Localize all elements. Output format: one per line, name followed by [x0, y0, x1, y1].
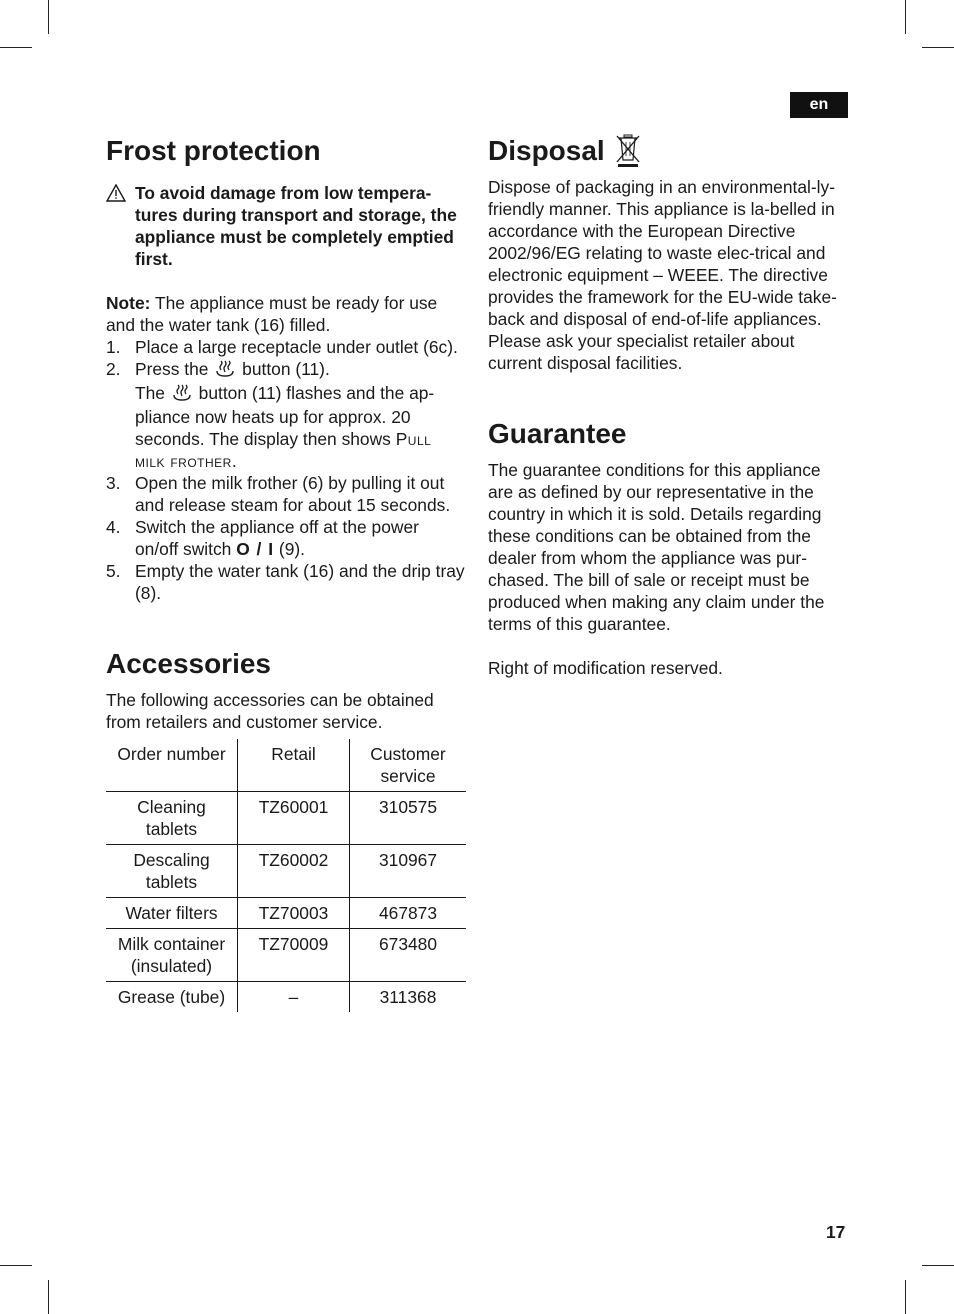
crop-mark [48, 0, 49, 34]
warning-triangle-icon [106, 182, 135, 270]
guarantee-heading: Guarantee [488, 418, 627, 449]
table-row [106, 845, 466, 898]
step-number: 4. [106, 517, 121, 537]
step-text-part: . [231, 451, 237, 471]
list-item [106, 472, 466, 516]
list-item [106, 560, 466, 604]
step-text: Empty the water tank (16) and the drip tray (8). [135, 561, 465, 603]
step-text: Place a large receptacle under outlet (6c). [135, 337, 458, 357]
disposal-header [488, 132, 850, 170]
note-text: The appliance must be ready for use and the water tank (16) filled. [106, 293, 438, 335]
steam-icon [215, 360, 235, 382]
list-item [106, 358, 466, 472]
frost-steps [106, 336, 466, 604]
list-item [106, 336, 466, 358]
page-number: 17 [826, 1222, 846, 1242]
step-text-part: button (11) flashes and the ap-pliance now heats up for approx. 20 seconds. The display then shows [135, 383, 435, 449]
table-cell: Milk container (insulated) [117, 934, 226, 976]
table-cell: – [238, 982, 350, 1013]
table-cell: Water filters [125, 903, 218, 923]
table-cell: TZ60002 [238, 845, 350, 898]
frost-note [106, 292, 466, 336]
table-row [106, 898, 466, 929]
table-cell: 673480 [350, 929, 467, 982]
steam-icon [172, 384, 192, 406]
step-text-part: The [135, 383, 165, 403]
crop-mark [0, 47, 32, 48]
table-cell: 310575 [350, 792, 467, 845]
accessories-heading: Accessories [106, 648, 272, 679]
note-label: Note: [106, 293, 151, 313]
table-header-row [106, 739, 466, 792]
crop-mark [48, 1280, 49, 1314]
modification-notice: Right of modification reserved. [488, 658, 723, 678]
table-cell: 467873 [350, 898, 467, 929]
table-row [106, 982, 466, 1013]
on-off-switch-symbol: O / I [236, 539, 275, 559]
disposal-heading: Disposal [488, 135, 605, 166]
table-cell: TZ70003 [238, 898, 350, 929]
table-cell: Grease (tube) [117, 987, 226, 1007]
guarantee-text: The guarantee conditions for this appliance are as defined by our representative in the country in which it is sold. Details regarding these conditions can be obtained from the dealer from whom the appliance was pur-chased. The bill of sale or receipt must be produced when making any claim under the terms of this guarantee. [488, 460, 825, 634]
list-item [106, 516, 466, 560]
frost-warning-text: To avoid damage from low tempera-tures during transport and storage, the appliance must be completely emptied first. [135, 183, 457, 269]
step-number: 1. [106, 337, 121, 357]
crop-mark [922, 47, 954, 48]
step-text [135, 358, 466, 472]
disposal-text: Dispose of packaging in an environmental-ly-friendly manner. This appliance is la-belled in accordance with the European Directive 2002/96/EG relating to waste elec-trical and electronic equipment – WEEE. The directive provides the framework for the EU-wide take-back and disposal of end-of-life appliances. Please ask your specialist retailer about current disposal facilities. [488, 177, 837, 373]
step-number: 3. [106, 473, 121, 493]
left-column [106, 132, 466, 1012]
step-text-part: button (11). [242, 359, 330, 379]
table-cell: Cleaning tablets [137, 797, 206, 839]
step-text-part: (9). [278, 539, 305, 559]
frost-protection-heading: Frost protection [106, 135, 321, 166]
right-column [488, 132, 850, 679]
table-cell: Descaling tablets [133, 850, 210, 892]
table-cell: TZ70009 [238, 929, 350, 982]
table-row [106, 929, 466, 982]
step-text-part: Press the [135, 359, 209, 379]
step-text: Open the milk frother (6) by pulling it out and release steam for about 15 seconds. [135, 473, 451, 515]
language-tab: en [790, 92, 848, 118]
column-header: Customer service [350, 739, 467, 792]
step-number: 5. [106, 561, 121, 581]
step-number: 2. [106, 359, 121, 379]
table-cell: TZ60001 [238, 792, 350, 845]
crop-mark [905, 0, 906, 34]
weee-crossed-bin-icon [615, 134, 641, 168]
frost-warning [106, 182, 466, 270]
accessories-table [106, 739, 466, 1012]
column-header: Order number [117, 744, 226, 764]
crop-mark [922, 1265, 954, 1266]
crop-mark [0, 1265, 32, 1266]
table-cell: 311368 [350, 982, 467, 1013]
step-text-part: Switch the appliance off at the power on/off switch [135, 517, 419, 559]
crop-mark [905, 1280, 906, 1314]
column-header: Retail [238, 739, 350, 792]
table-row [106, 792, 466, 845]
display-message: Pull milk frother [135, 429, 432, 471]
accessories-intro: The following accessories can be obtained from retailers and customer service. [106, 690, 434, 732]
table-cell: 310967 [350, 845, 467, 898]
step-text [135, 516, 466, 560]
